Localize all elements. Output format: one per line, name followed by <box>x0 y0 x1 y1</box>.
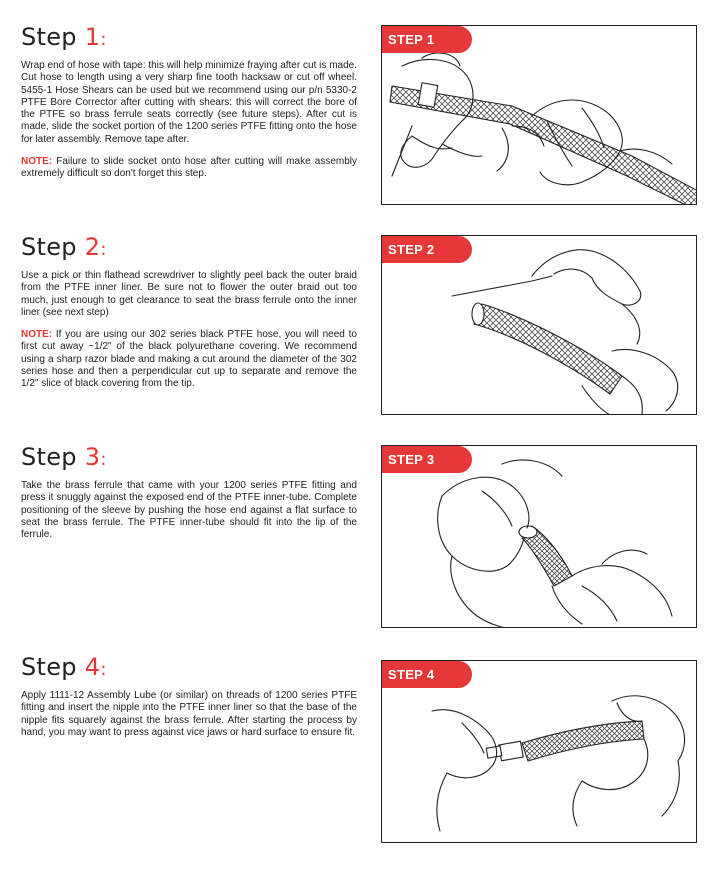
step-colon: : <box>100 449 107 470</box>
step-word: Step <box>21 653 77 681</box>
step-2-note <box>21 329 357 390</box>
step-4-section <box>21 652 357 739</box>
step-4-heading <box>21 652 357 685</box>
step-colon: : <box>100 659 107 680</box>
hands-pressing-ferrule-illustration <box>382 446 697 628</box>
step-2-section <box>21 232 357 391</box>
step-colon: : <box>100 29 107 50</box>
step-word: Step <box>21 443 77 471</box>
note-text: Failure to slide socket onto hose after cutting will make assembly extremely difficult so don't forget this step. <box>21 156 357 180</box>
step-number: 2 <box>84 233 101 261</box>
step-1-section <box>21 22 357 181</box>
step-2-figure <box>381 235 697 415</box>
step-3-tab: STEP 3 <box>382 446 472 473</box>
step-number: 3 <box>84 443 101 471</box>
step-1-figure <box>381 25 697 205</box>
step-4-tab: STEP 4 <box>382 661 472 688</box>
step-colon: : <box>100 239 107 260</box>
hands-inserting-nipple-illustration <box>382 661 697 843</box>
step-3-figure <box>381 445 697 628</box>
note-label: NOTE: <box>21 156 53 168</box>
step-1-body: Wrap end of hose with tape: this will help minimize fraying after cut is made. Cut hose to length using a very sharp fine tooth hacksaw or cut off wheel. 5455-1 Hose Shears can be used but we recommend using our p/n 5330-2 PTFE Bore Corrector after cutting with shears: this will correct the bore of the PTFE so brass ferrule seats correctly (see future steps). After cut is made, slide the socket portion of the 1200 series PTFE fitting onto the hose for later assembly. Remove tape after. <box>21 60 357 145</box>
step-3-heading <box>21 442 357 475</box>
step-2-tab: STEP 2 <box>382 236 472 263</box>
step-word: Step <box>21 23 77 51</box>
step-1-tab: STEP 1 <box>382 26 472 53</box>
note-text: If you are using our 302 series black PTFE hose, you will need to first cut away ~1/2" of the black polyurethane covering. We recommend using a sharp razor blade and making a cut around the diameter of the 302 series hose and then a perpendicular cut up to separate and remove the 1/2" slice of black covering from the tip. <box>21 329 357 390</box>
step-1-note <box>21 156 357 181</box>
step-2-heading <box>21 232 357 265</box>
step-number: 1 <box>84 23 101 51</box>
step-number: 4 <box>84 653 101 681</box>
step-4-body: Apply 1111-12 Assembly Lube (or similar) on threads of 1200 series PTFE fitting and insert the nipple into the PTFE inner liner so that the base of the nipple fits squarely against the brass ferrule. After starting the process by hand, you may want to press against vice jaws or hard surface to ensure fit. <box>21 690 357 738</box>
step-word: Step <box>21 233 77 261</box>
step-3-section <box>21 442 357 541</box>
step-1-heading <box>21 22 357 55</box>
step-2-body: Use a pick or thin flathead screwdriver to slightly peel back the outer braid from the PTFE inner liner. Be sure not to flower the outer braid out too much, just enough to get clearance to seat the brass ferrule onto the inner liner (see next step) <box>21 270 357 318</box>
step-4-figure <box>381 660 697 843</box>
note-label: NOTE: <box>21 329 53 341</box>
step-3-body: Take the brass ferrule that came with your 1200 series PTFE fitting and press it snuggly against the exposed end of the PTFE inner-tube. Complete positioning of the sleeve by pushing the hose end against a flat surface to seat the brass ferrule. The PTFE inner-tube should fit into the lip of the ferrule. <box>21 480 357 541</box>
